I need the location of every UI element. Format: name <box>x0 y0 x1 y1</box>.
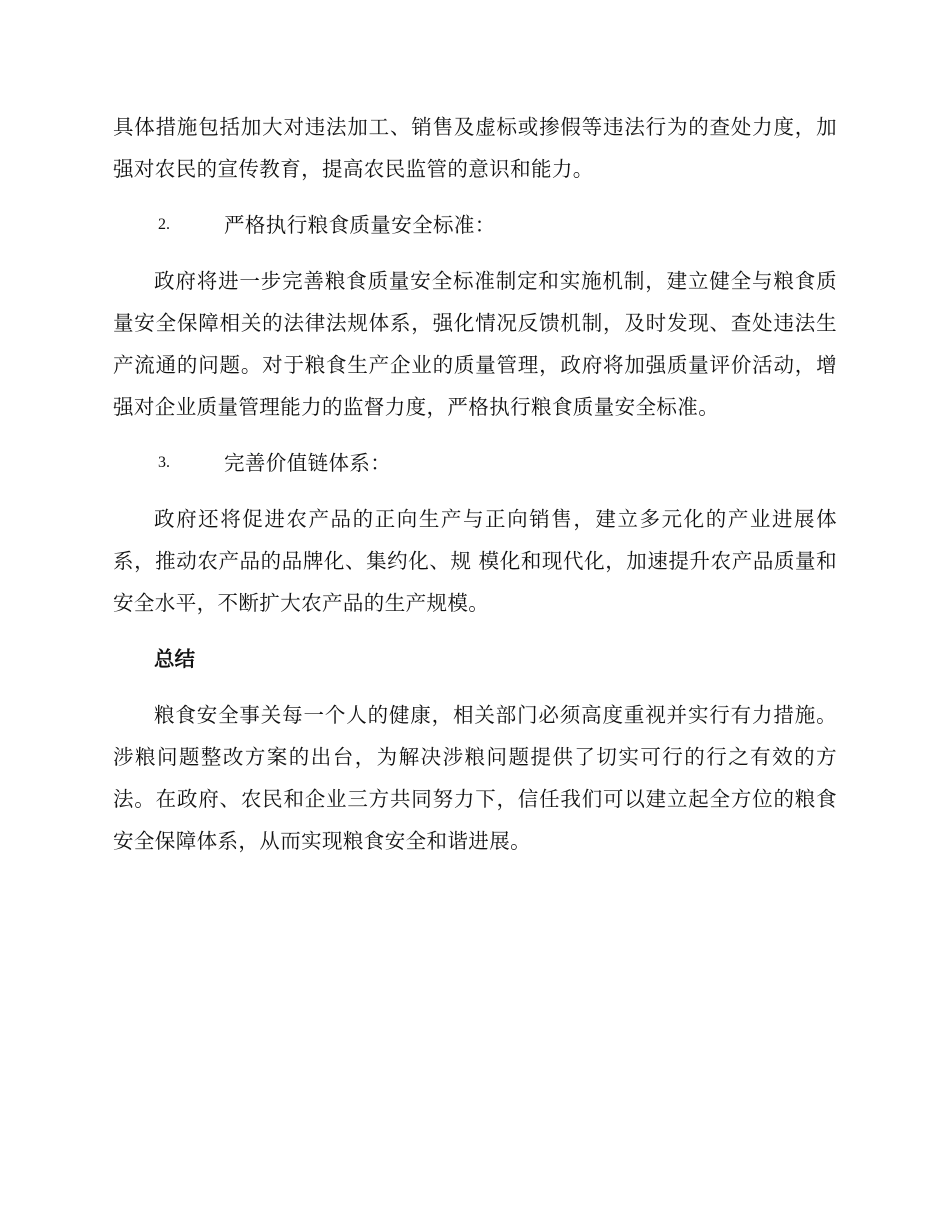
list-item-2-number: 2. <box>158 216 170 233</box>
item3-paragraph: 政府还将促进农产品的正向生产与正向销售，建立多元化的产业进展体系，推动农产品的品牌化、集约化、规 模化和现代化，加速提升农产品质量和安全水平，不断扩大农产品的生产规模。 <box>113 507 837 615</box>
list-item-3-title: 完善价值链体系： <box>224 451 392 475</box>
summary-paragraph: 粮食安全事关每一个人的健康，相关部门必须高度重视并实行有力措施。涉粮问题整改方案的出台，为解决涉粮问题提供了切实可行的行之有效的方法。在政府、农民和企业三方共同努力下，信任我们可以建立起全方位的粮食安全保障体系，从而实现粮食安全和谐进展。 <box>113 703 837 853</box>
list-item-3 <box>113 442 837 484</box>
item2-paragraph: 政府将进一步完善粮食质量安全标准制定和实施机制，建立健全与粮食质量安全保障相关的法律法规体系，强化情况反馈机制，及时发现、查处违法生产流通的问题。对于粮食生产企业的质量管理，政府将加强质量评价活动，增强对企业质量管理能力的监督力度，严格执行粮食质量安全标准。 <box>113 269 837 419</box>
intro-paragraph: 具体措施包括加大对违法加工、销售及虚标或掺假等违法行为的查处力度，加强对农民的宣传教育，提高农民监管的意识和能力。 <box>113 115 837 181</box>
list-item-3-number: 3. <box>158 454 170 471</box>
summary-heading: 总结 <box>154 647 195 671</box>
list-item-2-title: 严格执行粮食质量安全标准： <box>224 213 496 237</box>
document-body <box>113 106 837 876</box>
list-item-2 <box>113 204 837 246</box>
